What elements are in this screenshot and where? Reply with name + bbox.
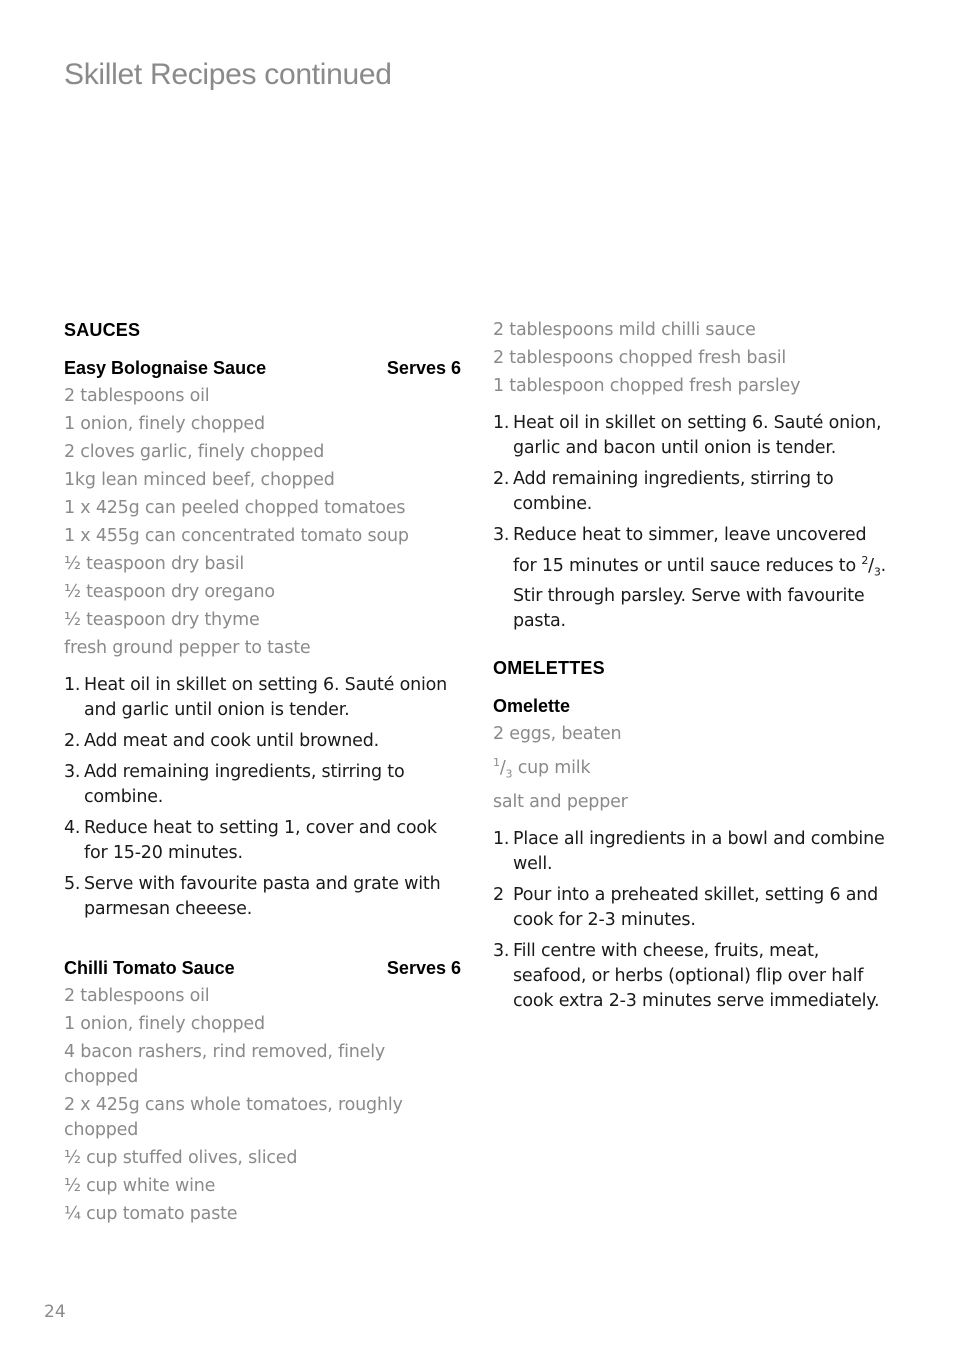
method-steps-omelette — [493, 827, 893, 1014]
fraction-denominator: 3 — [505, 767, 513, 781]
method-step — [493, 523, 893, 634]
method-step — [493, 411, 893, 461]
step-number: 1. — [493, 413, 510, 433]
method-step — [64, 760, 461, 810]
step-text: Heat oil in skillet on setting 6. Sauté onion, garlic and bacon until onion is tender. — [513, 413, 882, 458]
ingredient-item: 4 bacon rashers, rind removed, finely chopped — [64, 1042, 386, 1087]
ingredient-item: fresh ground pepper to taste — [64, 638, 311, 658]
ingredient-item: 2 tablespoons chopped fresh basil — [493, 348, 787, 368]
ingredient-item: 2 tablespoons oil — [64, 386, 210, 406]
spacer — [493, 640, 893, 656]
section-title-omelettes: OMELETTES — [493, 658, 605, 679]
step-text-part: Reduce heat to simmer, leave uncovered for 15 minutes or until sauce reduces to — [513, 525, 867, 576]
spacer — [64, 928, 461, 956]
step-text: Serve with favourite pasta and grate with parmesan cheeese. — [84, 874, 441, 919]
ingredient-item: 1 onion, finely chopped — [64, 1014, 265, 1034]
method-step — [493, 827, 893, 877]
step-text: Place all ingredients in a bowl and combine well. — [513, 828, 885, 874]
ingredient-item: 1 x 455g can concentrated tomato soup — [64, 526, 409, 546]
page-number: 24 — [44, 1302, 66, 1322]
ingredient-list-bolognaise — [64, 384, 461, 661]
method-step — [493, 883, 893, 933]
step-text: Add remaining ingredients, stirring to combine. — [513, 469, 834, 514]
method-step — [493, 939, 893, 1014]
step-number: 1. — [64, 675, 81, 695]
ingredient-item: ½ teaspoon dry thyme — [64, 610, 260, 630]
ingredient-item: 1 tablespoon chopped fresh parsley — [493, 376, 801, 396]
step-number: 2. — [64, 731, 81, 751]
step-number: 3. — [493, 525, 510, 545]
serves-label: Serves 6 — [386, 958, 461, 978]
ingredient-item: 1 onion, finely chopped — [64, 414, 265, 434]
ingredient-item: 2 tablespoons mild chilli sauce — [493, 320, 756, 340]
right-column — [493, 318, 893, 1020]
step-number: 2 — [493, 884, 504, 905]
step-text: Heat oil in skillet on setting 6. Sauté onion and garlic until onion is tender. — [84, 675, 448, 720]
method-steps-chilli — [493, 411, 893, 634]
step-number: 3. — [64, 762, 81, 782]
step-text: Add remaining ingredients, stirring to combine. — [84, 762, 405, 807]
step-text-part: . Stir through parsley. Serve with favourite pasta. — [513, 555, 887, 632]
step-text: Reduce heat to simmer, leave uncovered for 15 minutes or until sauce reduces to $^2/_3$. Stir through parsley. Serve with favourite pasta. — [513, 525, 887, 632]
section-title-sauces: SAUCES — [64, 320, 141, 340]
ingredient-item: 1 x 425g can peeled chopped tomatoes — [64, 498, 406, 518]
step-text: Reduce heat to setting 1, cover and cook for 15-20 minutes. — [84, 818, 437, 863]
ingredient-list-chilli-continued — [493, 318, 893, 399]
recipe-title: Omelette — [493, 696, 571, 717]
step-text: Add meat and cook until browned. — [84, 731, 380, 751]
ingredient-item: 2 eggs, beaten — [493, 724, 622, 745]
ingredient-text: cup milk — [512, 758, 591, 779]
ingredient-item: ½ teaspoon dry oregano — [64, 582, 275, 602]
recipe-header-omelette — [493, 694, 893, 718]
recipe-header-bolognaise — [64, 356, 461, 380]
recipe-title: Chilli Tomato Sauce — [64, 958, 235, 978]
method-step — [493, 467, 893, 517]
ingredient-item: salt and pepper — [493, 791, 628, 812]
ingredient-item: 2 cloves garlic, finely chopped — [64, 442, 325, 462]
step-number: 2. — [493, 469, 510, 489]
method-steps-bolognaise — [64, 673, 461, 922]
ingredient-list-chilli — [64, 984, 461, 1227]
ingredient-item: ½ teaspoon dry basil — [64, 554, 245, 574]
method-step — [64, 816, 461, 866]
recipe-header-chilli — [64, 956, 461, 980]
left-column — [64, 318, 461, 1230]
ingredient-item: 2 tablespoons oil — [64, 986, 210, 1006]
serves-label: Serves 6 — [386, 358, 461, 378]
fraction-numerator: 2 — [861, 554, 869, 567]
method-step — [64, 729, 461, 754]
step-number: 5. — [64, 874, 81, 894]
ingredient-list-omelette — [493, 722, 893, 814]
step-text: Fill centre with cheese, fruits, meat, seafood, or herbs (optional) flip over half cook extra 2-3 minutes serve immediately. — [513, 940, 880, 1011]
ingredient-item: ½ cup stuffed olives, sliced — [64, 1148, 298, 1168]
method-step — [64, 673, 461, 723]
step-number: 3. — [493, 940, 510, 961]
step-number: 1. — [493, 828, 510, 849]
ingredient-item: $^1/_3$ cup milk — [493, 756, 591, 781]
step-number: 4. — [64, 818, 81, 838]
step-text: Pour into a preheated skillet, setting 6 and cook for 2-3 minutes. — [513, 884, 879, 930]
ingredient-item: 1kg lean minced beef, chopped — [64, 470, 335, 490]
recipe-title: Easy Bolognaise Sauce — [64, 358, 267, 378]
page-title: Skillet Recipes continued — [64, 58, 392, 91]
ingredient-item: 2 x 425g cans whole tomatoes, roughly chopped — [64, 1095, 403, 1140]
ingredient-item: ¼ cup tomato paste — [64, 1204, 238, 1224]
method-step — [64, 872, 461, 922]
fraction-numerator: 1 — [493, 756, 500, 770]
fraction-denominator: 3 — [873, 565, 881, 579]
ingredient-item: ½ cup white wine — [64, 1176, 216, 1196]
